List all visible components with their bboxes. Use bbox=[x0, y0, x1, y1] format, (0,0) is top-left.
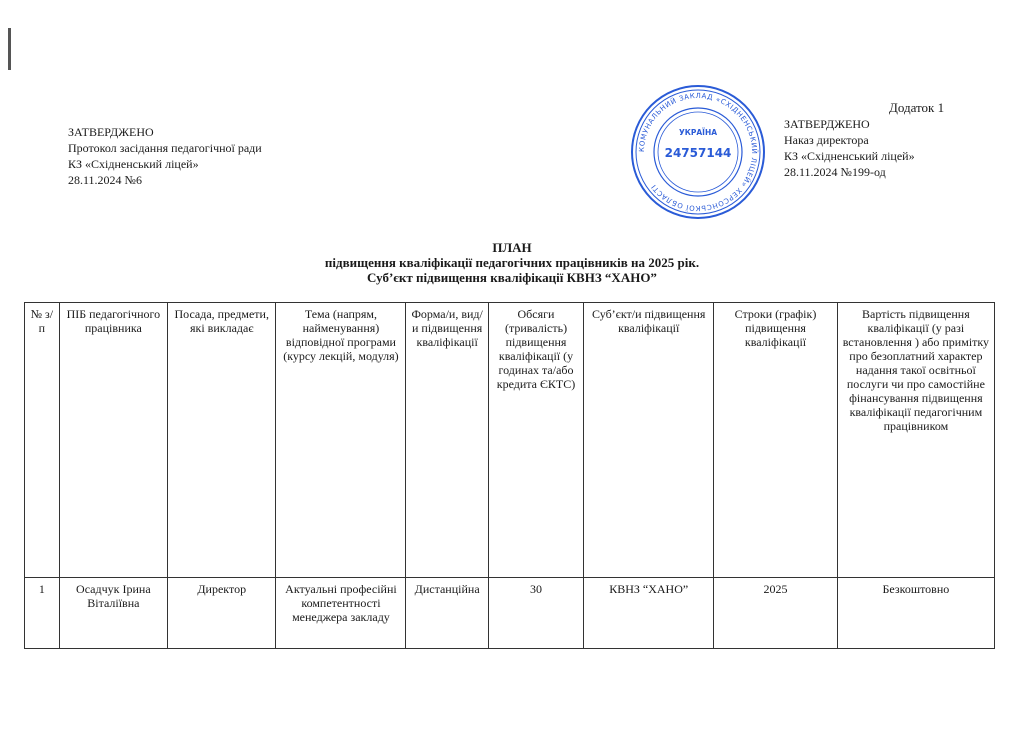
header-number: № з/п bbox=[25, 303, 60, 578]
cell-number: 1 bbox=[25, 578, 60, 649]
approval-block-left bbox=[68, 124, 262, 188]
stamp-country: УКРАЇНА bbox=[678, 128, 718, 137]
approval-block-right bbox=[784, 116, 915, 180]
title-line: підвищення кваліфікації педагогічних працівників на 2025 рік. bbox=[324, 255, 700, 270]
header-position: Посада, предмети, які викладає bbox=[168, 303, 276, 578]
approval-line: 28.11.2024 №6 bbox=[68, 173, 143, 187]
title-line: ПЛАН bbox=[492, 240, 532, 255]
header-topic: Тема (напрям, найменування) відповідної програми (курсу лекцій, модуля) bbox=[276, 303, 406, 578]
approval-line: Протокол засідання педагогічної ради bbox=[68, 141, 262, 155]
stamp-ring-text: КОМУНАЛЬНИЙ ЗАКЛАД «СХІДНЕНСЬКИЙ ЛІЦЕЙ» ХЕРСОНСЬКОЇ ОБЛАСТІ bbox=[637, 91, 759, 213]
header-schedule: Строки (графік) підвищення кваліфікації bbox=[714, 303, 838, 578]
header-provider: Суб’єкт/и підвищення кваліфікації bbox=[584, 303, 714, 578]
approval-heading: ЗАТВЕРДЖЕНО bbox=[68, 125, 154, 139]
approval-line: 28.11.2024 №199-од bbox=[784, 165, 886, 179]
cell-cost: Безкоштовно bbox=[837, 578, 994, 649]
cell-form: Дистанційна bbox=[406, 578, 488, 649]
table-row bbox=[25, 578, 995, 649]
approval-heading: ЗАТВЕРДЖЕНО bbox=[784, 117, 870, 131]
header-cost: Вартість підвищення кваліфікації (у разі встановлення ) або примітку про безоплатний характер надання такої освітньої послуги чи про самостійне фінансування підвищення кваліфікації педагогічним працівником bbox=[837, 303, 994, 578]
cell-provider: КВНЗ “ХАНО” bbox=[584, 578, 714, 649]
title-line: Суб’єкт підвищення кваліфікації КВНЗ “ХАНО” bbox=[367, 270, 657, 285]
cell-topic: Актуальні професійні компетентності менеджера закладу bbox=[276, 578, 406, 649]
header-form: Форма/и, вид/и підвищення кваліфікації bbox=[406, 303, 488, 578]
scan-artifact bbox=[8, 28, 11, 70]
approval-line: Наказ директора bbox=[784, 133, 869, 147]
cell-schedule: 2025 bbox=[714, 578, 838, 649]
stamp-code: 24757144 bbox=[664, 146, 732, 160]
cell-name: Осадчук Ірина Віталіївна bbox=[59, 578, 167, 649]
table-header-row bbox=[25, 303, 995, 578]
appendix-label: Додаток 1 bbox=[889, 100, 945, 115]
qualification-plan-table bbox=[24, 302, 995, 649]
header-volume: Обсяги (тривалість) підвищення кваліфікації (у годинах та/або кредита ЄКТС) bbox=[488, 303, 583, 578]
official-stamp bbox=[629, 83, 767, 221]
header-name: ПІБ педагогічного працівника bbox=[59, 303, 167, 578]
approval-line: КЗ «Східненський ліцей» bbox=[784, 149, 915, 163]
cell-position: Директор bbox=[168, 578, 276, 649]
document-title bbox=[0, 240, 1024, 285]
cell-volume: 30 bbox=[488, 578, 583, 649]
approval-line: КЗ «Східненський ліцей» bbox=[68, 157, 199, 171]
